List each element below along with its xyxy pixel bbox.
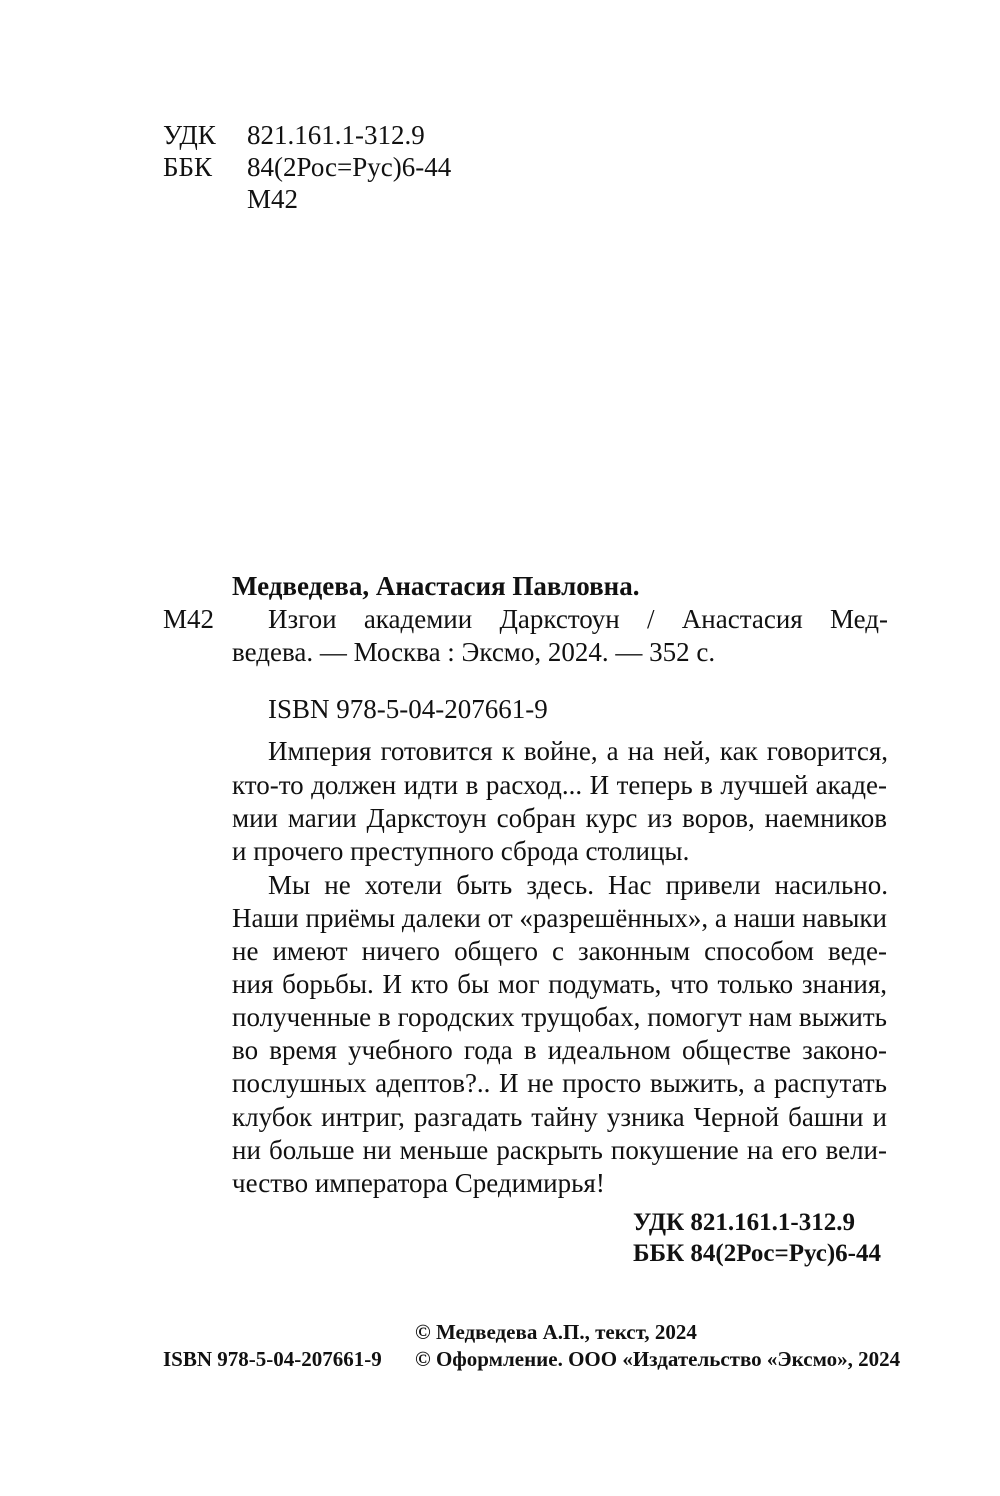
annotation-line: чество императора Средимирья! (232, 1168, 605, 1198)
isbn-record: ISBN 978-5-04-207661-9 (268, 694, 548, 724)
udk-value: 821.161.1-312.9 (247, 120, 425, 150)
bbk-label: ББК (163, 152, 213, 182)
annotation-line: ни больше ни меньше раскрыть покушение на его вели- (232, 1135, 887, 1165)
author-mark-top (247, 186, 298, 213)
annotation-line: полученные в городских трущобах, помогут нам выжить (232, 1002, 887, 1032)
annotation-line: во время учебного года в идеальном обществе законо- (232, 1035, 887, 1065)
bbk-value: 84(2Рос=Рус)6-44 (247, 152, 452, 182)
copyright-design: © Оформление. ООО «Издательство «Эксмо», 2024 (415, 1347, 901, 1371)
record-mark: М42 (163, 604, 215, 634)
annotation-line: кто-то должен идти в расход... И теперь в лучшей акаде- (232, 770, 887, 800)
bbk-top-row (163, 154, 563, 184)
bbk-bottom: ББК 84(2Рос=Рус)6-44 (633, 1240, 881, 1267)
annotation-line: мии магии Даркстоун собран курс из воров, наемников (232, 803, 887, 833)
title-line-2: ведева. — Москва : Эксмо, 2024. — 352 с. (232, 637, 716, 667)
annotation-line: послушных адептов?.. И не просто выжить, а распутать (232, 1068, 887, 1098)
copyright-author: © Медведева А.П., текст, 2024 (415, 1320, 697, 1344)
annotation-line: ния борьбы. И кто бы мог подумать, что только знания, (232, 969, 887, 999)
annotation-line: и прочего преступного сброда столицы. (232, 836, 690, 866)
isbn-bottom: ISBN 978-5-04-207661-9 (163, 1347, 382, 1371)
annotation-line: Империя готовится к войне, а на ней, как говорится, (268, 736, 888, 766)
author-mark-top-text: М42 (247, 184, 299, 214)
udk-top-row (163, 122, 563, 152)
udk-label: УДК (163, 120, 216, 150)
author-heading: Медведева, Анастасия Павловна. (232, 571, 640, 601)
annotation-line: Наши приёмы далеки от «разрешённых», а наши навыки (232, 903, 887, 933)
udk-bottom: УДК 821.161.1-312.9 (633, 1209, 855, 1236)
annotation-line: не имеют ничего общего с законным способом веде- (232, 936, 887, 966)
annotation-line: Мы не хотели быть здесь. Нас привели насильно. (268, 870, 888, 900)
annotation-line: клубок интриг, разгадать тайну узника Черной башни и (232, 1102, 887, 1132)
title-line-1: Изгои академии Даркстоун / Анастасия Мед- (268, 604, 888, 634)
